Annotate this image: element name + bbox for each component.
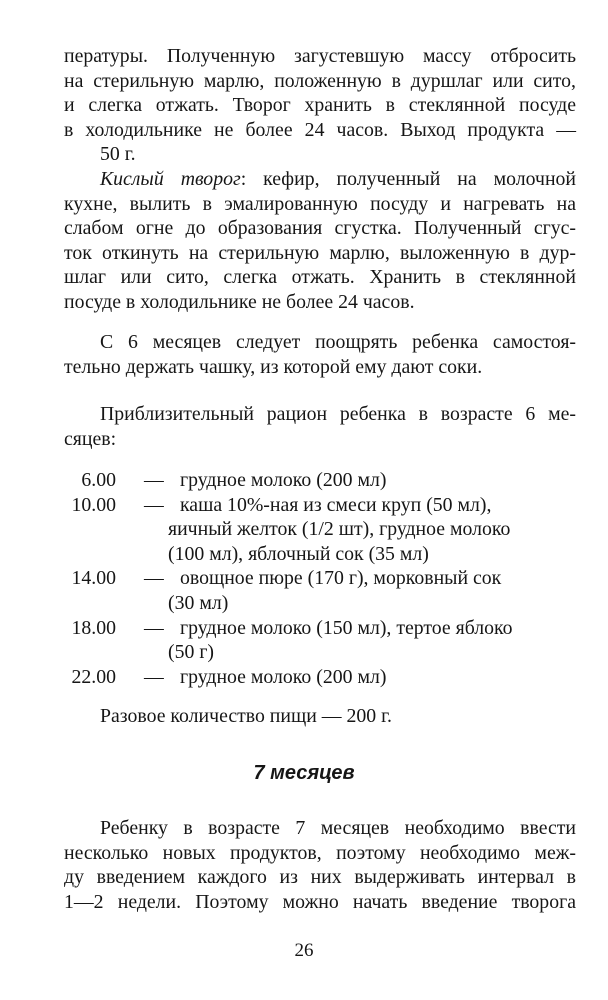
text-line: несколько новых продуктов, поэтому необходимо меж-: [64, 841, 576, 864]
term-label: Кислый творог: [100, 168, 241, 190]
schedule-time: 14.00: [71, 567, 116, 590]
schedule-text: грудное молоко (200 мл): [180, 665, 387, 688]
schedule-text: грудное молоко (150 мл), тертое яблоко: [180, 616, 513, 639]
schedule-row: [64, 616, 584, 641]
schedule-text: каша 10%-ная из смеси круп (50 мл),: [180, 493, 492, 516]
text-line: сяцев:: [64, 427, 117, 450]
schedule-continuation: [64, 591, 584, 616]
schedule-text: (100 мл), яблочный сок (35 мл): [168, 542, 429, 565]
section-heading: 7 месяцев: [253, 762, 355, 784]
text-line: в холодильнике не более 24 часов. Выход продукта —: [64, 118, 576, 141]
schedule-continuation: [64, 542, 584, 567]
schedule-text: овощное пюре (170 г), морковный сок: [180, 567, 502, 590]
schedule-text: (30 мл): [168, 591, 229, 614]
paragraph-ration-intro: [64, 402, 576, 451]
paragraph-cup: [64, 330, 576, 379]
text-line: [64, 167, 576, 192]
schedule-text: грудное молоко (200 мл): [180, 469, 387, 491]
schedule-dash: —: [144, 567, 164, 590]
schedule-continuation: [64, 640, 584, 665]
text-line: ду введением каждого из них выдерживать интервал в: [64, 866, 576, 889]
schedule-time: 18.00: [71, 616, 116, 639]
schedule-dash: —: [144, 616, 164, 639]
paragraph-sour-cottage-cheese: [64, 167, 576, 315]
text-line: шлаг или сито, слегка отжать. Хранить в стеклянной: [64, 266, 576, 289]
text-line: 1—2 недели. Поэтому можно начать введение творога: [64, 890, 576, 913]
text-line: слабом огне до образования сгустка. Полученный сгус-: [64, 217, 576, 240]
text-line: ток откинуть на стерильную марлю, выложенную в дур-: [64, 241, 576, 264]
paragraph-portion: [64, 704, 576, 729]
schedule-row: [64, 493, 584, 518]
text-line: пературы. Полученную загустевшую массу отбросить: [64, 45, 576, 67]
text-line: посуде в холодильнике не более 24 часов.: [64, 290, 415, 313]
schedule-text: (50 г): [168, 641, 215, 664]
schedule-dash: —: [144, 469, 164, 491]
text-line: Ребенку в возрасте 7 месяцев необходимо ввести: [100, 817, 576, 839]
schedule-row: [64, 468, 584, 493]
text-line: С 6 месяцев следует поощрять ребенка самостоя-: [100, 331, 576, 353]
schedule-dash: —: [144, 665, 164, 688]
schedule-continuation: [64, 517, 584, 542]
page-number: 26: [294, 940, 314, 961]
text-line: тельно держать чашку, из которой ему дают соки.: [64, 355, 483, 378]
schedule-row: [64, 566, 584, 591]
schedule-time: 22.00: [71, 665, 116, 688]
text-line: кухне, вылить в эмалированную посуду и нагревать на: [64, 192, 576, 215]
text-line: и слегка отжать. Творог хранить в стеклянной посуде: [64, 94, 576, 117]
schedule-row: [64, 665, 584, 690]
paragraph-cheese-end: [64, 44, 576, 167]
text-line: Приблизительный рацион ребенка в возрасте 6 ме-: [100, 403, 576, 425]
text-line: Разовое количество пищи — 200 г.: [100, 705, 392, 727]
schedule-text: яичный желток (1/2 шт), грудное молоко: [168, 518, 511, 541]
feeding-schedule: [64, 468, 584, 689]
schedule-time: 6.00: [81, 469, 116, 491]
paragraph-seven-months: [64, 816, 576, 914]
schedule-dash: —: [144, 493, 164, 516]
schedule-time: 10.00: [71, 493, 116, 516]
text-line: 50 г.: [100, 143, 136, 166]
term-text: : кефир, полученный на молочной: [240, 168, 577, 190]
text-line: на стерильную марлю, положенную в дуршлаг или сито,: [64, 69, 576, 92]
